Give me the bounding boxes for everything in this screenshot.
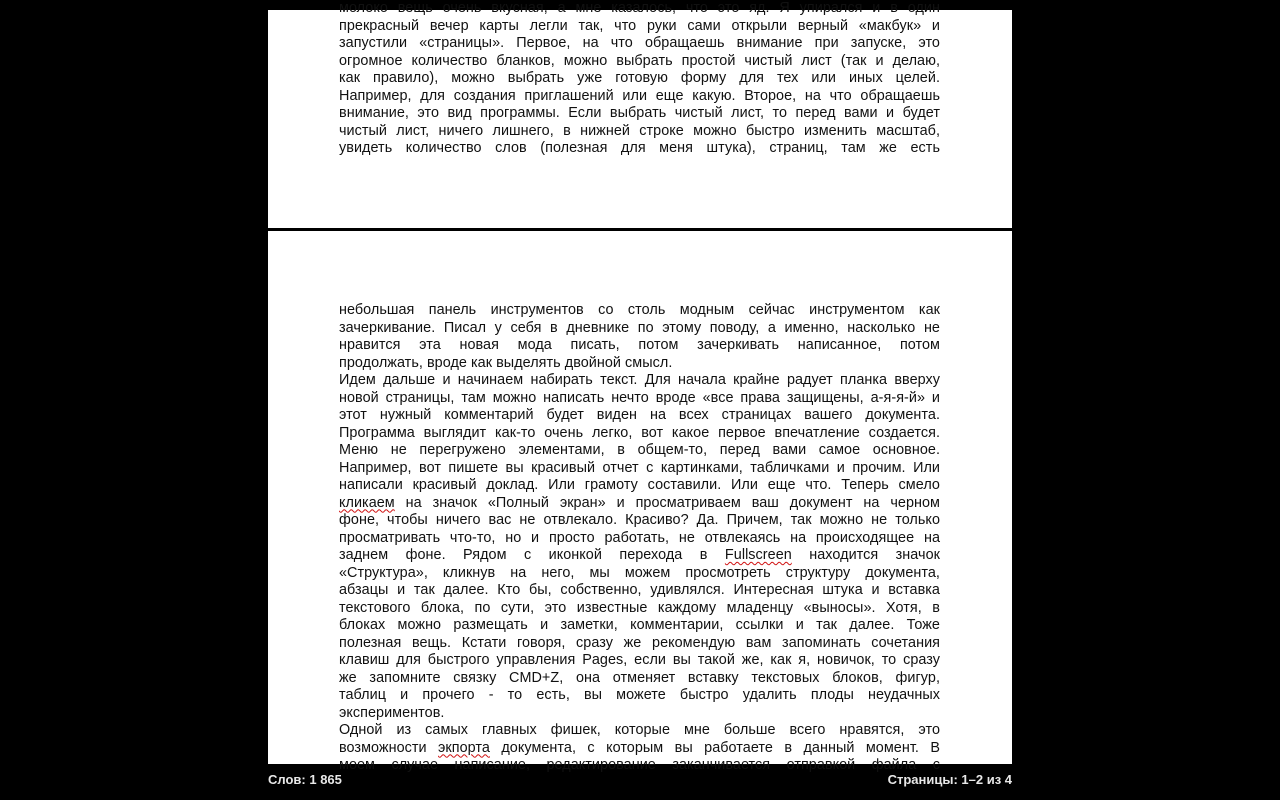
- text-line: молоко вещь очень вкусная, а мне казалось, что это яд. Я упирался и в один: [339, 0, 940, 16]
- spelling-error-mark[interactable]: кликаем: [339, 494, 395, 511]
- text-line: продолжать, вроде как выделять двойной смысл.: [339, 354, 673, 371]
- text-line: Например, для создания приглашений или еще какую. Второе, на что обращаешь: [339, 87, 940, 104]
- text-line: Меню не перегружено элементами, в общем-то, перед вами самое основное.: [339, 442, 940, 458]
- text-line: моем случае написание, редактирование заканчивается отправкой файла с: [339, 757, 940, 773]
- text-line: небольшая панель инструментов со столь модным сейчас инструментом как: [339, 302, 940, 318]
- spelling-error-mark[interactable]: экпорта: [438, 739, 490, 756]
- page-2-body-text[interactable]: [339, 302, 940, 775]
- text-line: как правило), можно выбрать уже готовую форму для тех или иных целей.: [339, 70, 940, 86]
- text-line: таблиц и прочего - то есть, вы можете быстро удалить плоды неудачных: [339, 687, 940, 703]
- text-line: нравится эта новая мода писать, потом зачеркивать написанное, потом: [339, 337, 940, 353]
- document-page-2[interactable]: [268, 231, 1012, 773]
- fullscreen-status-bar: [268, 764, 1012, 800]
- page-1-body-text[interactable]: [339, 0, 940, 158]
- text-line: текстового блока, по сути, это известные каждому младенцу «выносы». Хотя, в: [339, 599, 940, 616]
- text-line: абзацы и так далее. Кто бы, собственно, удивлялся. Интересная штука и вставка: [339, 582, 940, 598]
- text-line: Программа выглядит как-то очень легко, вот какое первое впечатление создается.: [339, 424, 940, 441]
- document-page-1[interactable]: [268, 0, 1012, 228]
- text-line: запустили «страницы». Первое, на что обращаешь внимание при запуске, это: [339, 35, 940, 51]
- text-line: Идем дальше и начинаем набирать текст. Для начала крайне радует планка вверху: [339, 372, 940, 388]
- text-line: полезная вещь. Кстати говоря, сразу же рекомендую вам запоминать сочетания: [339, 634, 940, 651]
- text-line: чистый лист, ничего лишнего, в нижней строке можно быстро изменить масштаб,: [339, 122, 940, 139]
- text-line: прекрасный вечер карты легли так, что руки сами открыли верный «макбук» и: [339, 17, 940, 34]
- text-line: возможности экпорта документа, с которым вы работаете в данный момент. В: [339, 739, 940, 756]
- text-line: экспериментов.: [339, 704, 445, 721]
- text-line: блоках можно размещать и заметки, комментарии, ссылки и так далее. Тоже: [339, 617, 940, 633]
- text-line: написали красивый доклад. Или грамоту составили. Или еще что. Теперь смело: [339, 477, 940, 493]
- text-line: просматривать что-то, но и просто работать, не отвлекаясь на происходящее на: [339, 529, 940, 546]
- text-line: внимание, это вид программы. Если выбрать чистый лист, то перед вами и будет: [339, 105, 940, 121]
- spelling-error-mark[interactable]: Fullscreen: [724, 547, 792, 563]
- text-line: кликаем на значок «Полный экран» и просматриваем ваш документ на черном: [339, 494, 940, 511]
- text-line: этот нужный комментарий будет виден на всех страницах вашего документа.: [339, 407, 940, 423]
- text-line: заднем фоне. Рядом с иконкой перехода в Fullscreen находится значок: [339, 547, 940, 563]
- text-line: новой страницы, там можно написать нечто вроде «все права защищены, а-я-я-й» и: [339, 389, 940, 406]
- text-line: Одной из самых главных фишек, которые мне больше всего нравятся, это: [339, 722, 940, 738]
- text-line: увидеть количество слов (полезная для меня штука), страниц, там же есть: [339, 140, 940, 156]
- text-line: Например, вот пишете вы красивый отчет с картинками, табличками и прочим. Или: [339, 459, 940, 476]
- text-line: же запомните связку CMD+Z, она отменяет вставку текстовых блоков, фигур,: [339, 669, 940, 686]
- text-line: зачеркивание. Писал у себя в дневнике по этому поводу, а именно, насколько не: [339, 319, 940, 336]
- page-count-label: Страницы: 1–2 из 4: [887, 772, 1012, 787]
- text-line: «Структура», кликнув на него, мы можем просмотреть структуру документа,: [339, 564, 940, 581]
- text-line: клавиш для быстрого управления Pages, если вы такой же, как я, новичок, то сразу: [339, 652, 940, 668]
- word-count-label: Слов: 1 865: [268, 772, 342, 787]
- text-line: фоне, чтобы ничего вас не отвлекало. Красиво? Да. Причем, так можно не только: [339, 512, 940, 528]
- text-line: огромное количество бланков, можно выбрать простой чистый лист (так и делаю,: [339, 52, 940, 69]
